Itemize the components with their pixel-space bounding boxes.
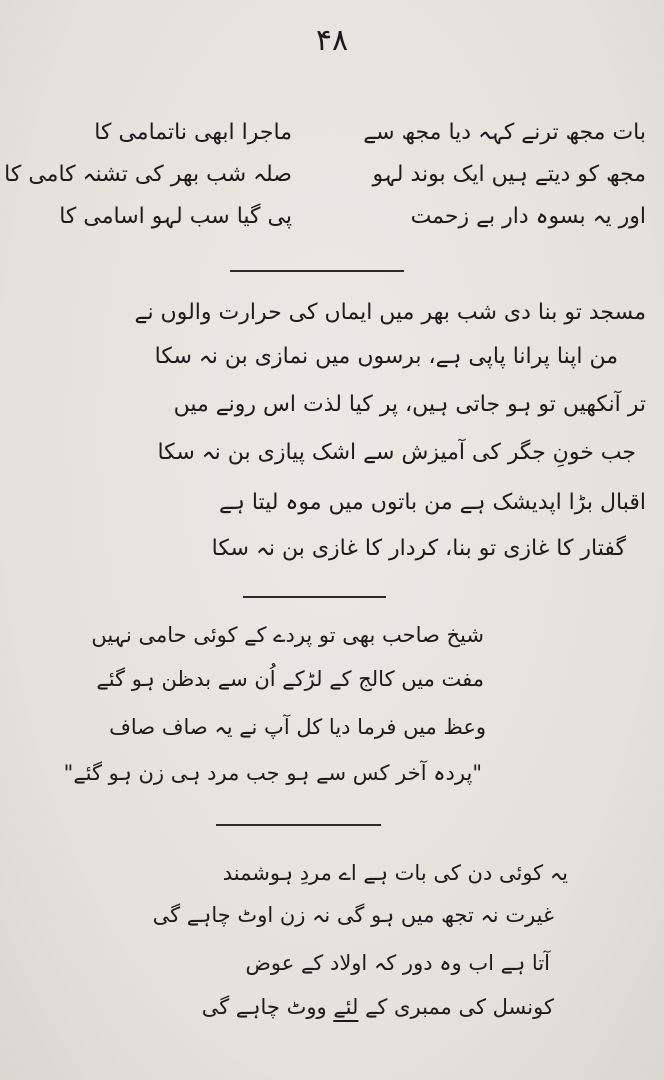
qita-line: شیخ صاحب بھی تو پردے کے کوئی حامی نہیں (91, 623, 484, 647)
ghazal-line: تر آنکھیں تو ہو جاتی ہیں، پر کیا لذت اس رونے میں (173, 392, 646, 417)
ghazal-line: جب خونِ جگر کی آمیزش سے اشک پیازی بن نہ سکا (157, 440, 636, 465)
stanza-line: غیرت نہ تجھ میں ہو گی نہ زن اوٹ چاہے گی (152, 903, 554, 927)
page-number: ۴۸ (315, 23, 349, 58)
stanza-text: ووٹ چاہے گی (201, 995, 327, 1019)
stanza-line: یہ کوئی دن کی بات ہے اے مردِ ہوشمند (222, 861, 568, 885)
ghazal-line: من اپنا پرانا پاپی ہے، برسوں میں نمازی بن نہ سکا (154, 344, 618, 369)
quatrain-right-column (326, 118, 646, 232)
quatrain-line: مجھ کو دیتے ہیں ایک بوند لہو (372, 162, 646, 187)
quatrain-line: صلہ شب بھر کی تشنہ کامی کا (4, 162, 292, 187)
ghazal-line: اقبال بڑا اپدیشک ہے من باتوں میں موہ لیتا ہے (219, 490, 646, 515)
quatrain-left-column (2, 118, 292, 232)
qita-line: مفت میں کالج کے لڑکے اُن سے بدظن ہو گئے (96, 667, 484, 691)
quatrain-line: اور یہ بسوہ دار بے زحمت (410, 204, 646, 229)
ghazal-line: مسجد تو بنا دی شب بھر میں ایماں کی حرارت والوں نے (134, 300, 646, 325)
section-divider (230, 270, 404, 272)
stanza-line: آتا ہے اب وہ دور کہ اولاد کے عوض (245, 951, 550, 975)
quatrain-line: پی گیا سب لہو اسامی کا (59, 204, 292, 229)
qita-line: "پردہ آخر کس سے ہو جب مرد ہی زن ہو گئے" (63, 761, 482, 785)
quatrain-line: ماجرا ابھی ناتمامی کا (94, 120, 292, 145)
quatrain-line: بات مجھ ترنے کہہ دیا مجھ سے (363, 120, 646, 145)
stanza-text: کونسل کی ممبری کے (365, 995, 554, 1019)
section-divider (216, 824, 381, 826)
stanza-line (202, 992, 554, 1022)
ghazal-line: گفتار کا غازی تو بنا، کردار کا غازی بن نہ سکا (211, 536, 626, 561)
quatrain (4, 118, 646, 248)
qita-line: وعظ میں فرما دیا کل آپ نے یہ صاف صاف (109, 715, 486, 739)
section-divider (243, 596, 386, 598)
underlined-word: لئے (333, 995, 359, 1019)
